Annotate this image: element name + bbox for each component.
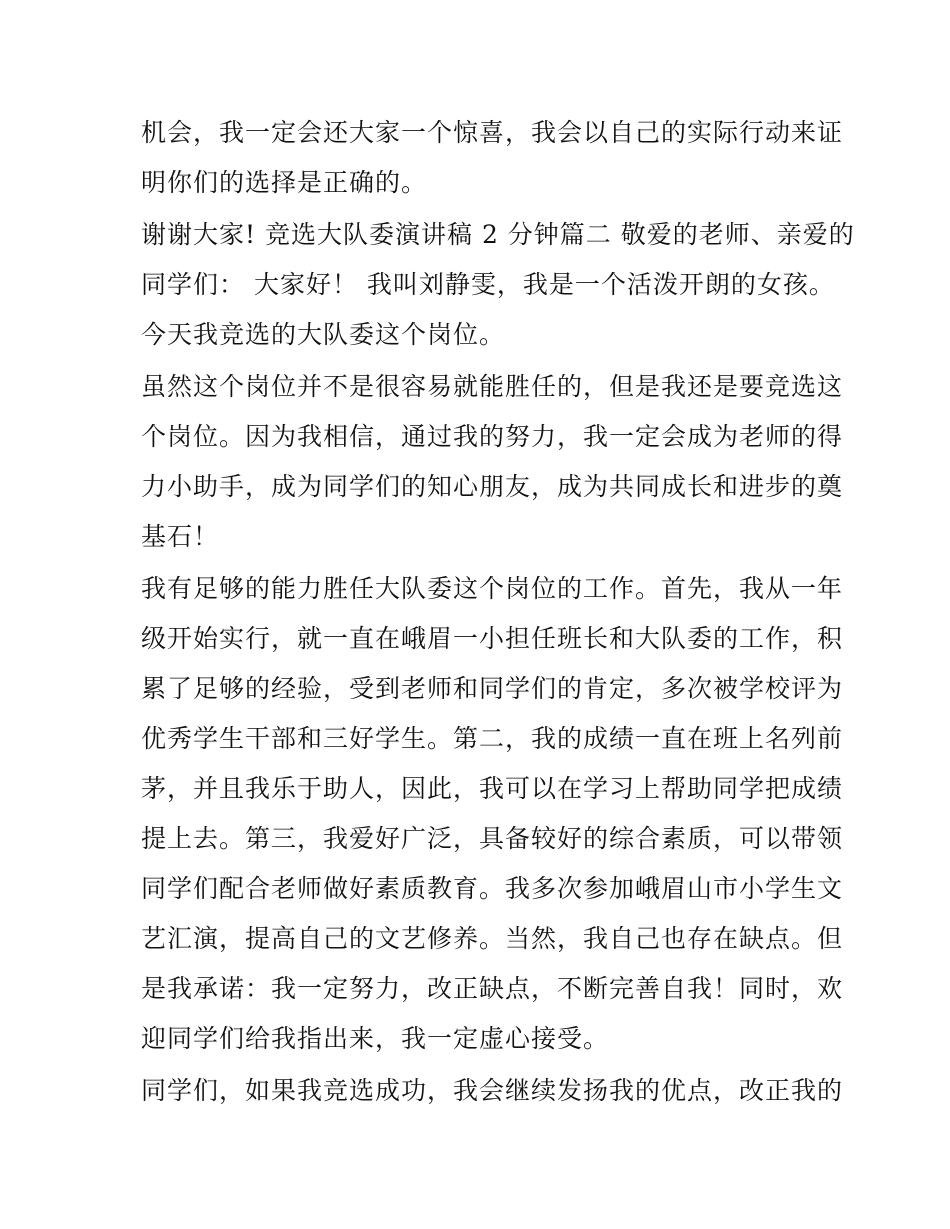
text-line: 优秀学生干部和三好学生。第二，我的成绩一直在班上名列前 [141,724,844,753]
text-line: 级开始实行，就一直在峨眉一小担任班长和大队委的工作，积 [141,624,844,653]
text-line: 艺汇演，提高自己的文艺修养。当然，我自己也存在缺点。但 [141,924,844,953]
text-line: 机会，我一定会还大家一个惊喜，我会以自己的实际行动来证 [141,118,844,147]
text-line: 茅，并且我乐于助人，因此，我可以在学习上帮助同学把成绩 [141,774,844,803]
text-line: 累了足够的经验，受到老师和同学们的肯定，多次被学校评为 [141,674,844,703]
text-line: 基石！ [141,522,220,551]
text-line: 同学们，如果我竞选成功，我会继续发扬我的优点，改正我的 [141,1076,844,1105]
text-line: 同学们： 大家好！ 我叫刘静雯，我是一个活泼开朗的女孩。 [141,270,835,299]
text-line: 是我承诺：我一定努力，改正缺点，不断完善自我！同时，欢 [141,974,844,1003]
text-line: 力小助手，成为同学们的知心朋友，成为共同成长和进步的奠 [141,472,844,501]
text-line: 虽然这个岗位并不是很容易就能胜任的，但是我还是要竞选这 [141,372,844,401]
text-line: 同学们配合老师做好素质教育。我多次参加峨眉山市小学生文 [141,874,844,903]
text-line: 我有足够的能力胜任大队委这个岗位的工作。首先，我从一年 [141,574,844,603]
text-line: 迎同学们给我指出来，我一定虚心接受。 [141,1024,610,1053]
text-line: 个岗位。因为我相信，通过我的努力，我一定会成为老师的得 [141,422,844,451]
text-line: 明你们的选择是正确的。 [141,168,428,197]
text-line: 今天我竞选的大队委这个岗位。 [141,320,506,349]
text-line: 提上去。第三，我爱好广泛，具备较好的综合素质，可以带领 [141,824,844,853]
text-line: 谢谢大家! 竞选大队委演讲稿 2 分钟篇二 敬爱的老师、亲爱的 [141,220,855,249]
document-body [141,108,855,1116]
